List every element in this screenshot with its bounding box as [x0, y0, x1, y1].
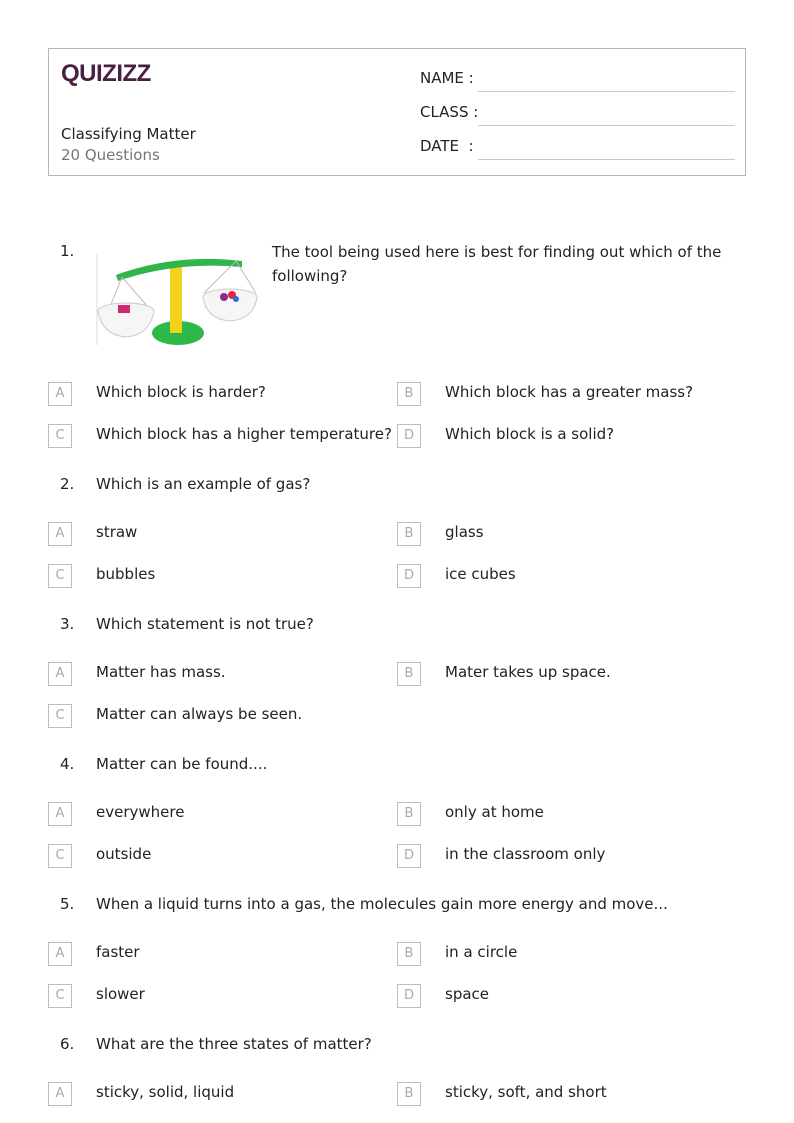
name-line[interactable] — [478, 91, 735, 92]
question-number: 6. — [60, 1035, 75, 1053]
question-count: 20 Questions — [61, 146, 160, 164]
option-text: Matter has mass. — [96, 663, 226, 681]
answer-option[interactable] — [48, 802, 388, 826]
option-text: Mater takes up space. — [445, 663, 611, 681]
option-text: outside — [96, 845, 152, 863]
balance-scale-image — [96, 249, 258, 349]
option-letter: C — [48, 984, 72, 1008]
option-text: bubbles — [96, 565, 156, 583]
option-letter: B — [397, 1082, 421, 1106]
question-number: 2. — [60, 475, 75, 493]
date-field[interactable] — [420, 137, 735, 161]
class-line[interactable] — [478, 125, 735, 126]
answer-option[interactable] — [48, 564, 388, 588]
worksheet-header — [48, 48, 746, 176]
option-text: straw — [96, 523, 138, 541]
option-text: space — [445, 985, 490, 1003]
option-letter: A — [48, 382, 72, 406]
answer-option[interactable] — [48, 984, 388, 1008]
option-text: faster — [96, 943, 140, 961]
option-text: slower — [96, 985, 145, 1003]
worksheet-title: Classifying Matter — [61, 125, 196, 143]
option-letter: D — [397, 424, 421, 448]
answer-option[interactable] — [48, 704, 388, 728]
option-text: everywhere — [96, 803, 185, 821]
answer-option[interactable] — [397, 942, 737, 966]
question-text: Which statement is not true? — [96, 615, 314, 633]
question-number: 1. — [60, 242, 75, 260]
question-number: 5. — [60, 895, 75, 913]
answer-option[interactable] — [397, 662, 737, 686]
option-text: Which block is a solid? — [445, 425, 615, 443]
answer-option[interactable] — [397, 522, 737, 546]
option-text: in a circle — [445, 943, 518, 961]
question-text: Matter can be found.... — [96, 755, 268, 773]
svg-text:QUIZIZZ: QUIZIZZ — [61, 60, 151, 87]
option-letter: A — [48, 942, 72, 966]
answer-option[interactable] — [397, 844, 737, 868]
name-label: NAME : — [420, 69, 474, 87]
question-text: Which is an example of gas? — [96, 475, 311, 493]
option-letter: A — [48, 662, 72, 686]
option-letter: B — [397, 522, 421, 546]
option-text: sticky, soft, and short — [445, 1083, 607, 1101]
option-text: Which block has a higher temperature? — [96, 425, 392, 443]
answer-option[interactable] — [397, 984, 737, 1008]
option-letter: B — [397, 382, 421, 406]
question-text: When a liquid turns into a gas, the molecules gain more energy and move... — [96, 895, 668, 913]
option-letter: B — [397, 802, 421, 826]
option-letter: B — [397, 662, 421, 686]
answer-option[interactable] — [48, 522, 388, 546]
option-letter: C — [48, 564, 72, 588]
option-text: glass — [445, 523, 484, 541]
class-label: CLASS : — [420, 103, 479, 121]
date-line[interactable] — [478, 159, 735, 160]
option-letter: C — [48, 424, 72, 448]
option-letter: B — [397, 942, 421, 966]
answer-option[interactable] — [48, 382, 388, 406]
option-letter: D — [397, 564, 421, 588]
option-text: ice cubes — [445, 565, 516, 583]
name-field[interactable] — [420, 69, 735, 93]
answer-option[interactable] — [397, 564, 737, 588]
answer-option[interactable] — [48, 844, 388, 868]
date-label: DATE : — [420, 137, 474, 155]
answer-option[interactable] — [48, 424, 392, 448]
option-letter: A — [48, 522, 72, 546]
option-letter: C — [48, 704, 72, 728]
question-text: What are the three states of matter? — [96, 1035, 372, 1053]
answer-option[interactable] — [397, 1082, 737, 1106]
answer-option[interactable] — [397, 424, 737, 448]
answer-option[interactable] — [48, 662, 388, 686]
question-number: 4. — [60, 755, 75, 773]
question-text: The tool being used here is best for finding out which of the following? — [272, 243, 722, 285]
option-letter: D — [397, 984, 421, 1008]
answer-option[interactable] — [397, 382, 737, 406]
option-text: Which block is harder? — [96, 383, 266, 401]
option-text: in the classroom only — [445, 845, 606, 863]
answer-option[interactable] — [48, 942, 388, 966]
option-letter: C — [48, 844, 72, 868]
option-text: sticky, solid, liquid — [96, 1083, 235, 1101]
answer-option[interactable] — [48, 1082, 388, 1106]
option-text: only at home — [445, 803, 544, 821]
option-letter: A — [48, 1082, 72, 1106]
question-number: 3. — [60, 615, 75, 633]
option-letter: D — [397, 844, 421, 868]
option-text: Which block has a greater mass? — [445, 383, 694, 401]
option-text: Matter can always be seen. — [96, 705, 303, 723]
option-letter: A — [48, 802, 72, 826]
class-field[interactable] — [420, 103, 735, 127]
quizizz-logo — [61, 59, 153, 87]
answer-option[interactable] — [397, 802, 737, 826]
